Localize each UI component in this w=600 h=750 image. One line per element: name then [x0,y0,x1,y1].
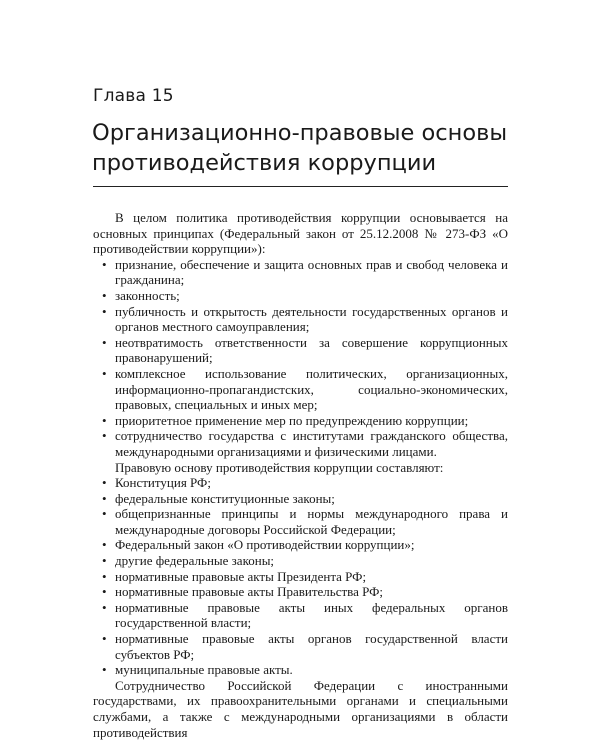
list-item: • приоритетное применение мер по предупреждению коррупции; [102,412,469,428]
list-item: • нормативные правовые акты Правительства РФ; [102,584,384,600]
bullet-icon: • [102,287,107,303]
bullet-icon: • [102,584,107,600]
list-item: • нормативные правовые акты иных федеральных органов государственной власти; [102,599,508,631]
legal-basis-list [93,475,508,678]
body-text [93,210,508,740]
bullet-icon: • [102,568,107,584]
bullet-icon: • [102,506,107,522]
bullet-icon: • [102,490,107,506]
bullet-icon: • [102,256,107,272]
list-item: • неотвратимость ответственности за совершение коррупционных правонарушений; [102,334,508,366]
bullet-icon: • [102,428,107,444]
list-item: • законность; [102,287,180,303]
bullet-icon: • [102,475,107,491]
principles-list [93,257,508,460]
list-item: • другие федеральные законы; [102,553,275,569]
list-item: • публичность и открытость деятельности государственных органов и органов местного самоуправления; [102,303,508,335]
bullet-icon: • [102,412,107,428]
list-item: • муниципальные правовые акты. [102,662,293,678]
list-item: • комплексное использование политических, организационных, информационно-пропагандистских, социально-экономических, правовых, специальных и иных мер; [102,365,508,413]
bullet-icon: • [102,334,107,350]
intro-paragraph: В целом политика противодействия коррупции основывается на основных принципах (Федеральный закон от 25.12.2008 № 273-ФЗ «О противодействии коррупции»): [93,210,508,257]
list-item: • нормативные правовые акты Президента РФ; [102,568,367,584]
list-item: • федеральные конституционные законы; [102,490,335,506]
chapter-title: Организационно-правовые основы противодействия коррупции [92,120,508,176]
closing-paragraph: Сотрудничество Российской Федерации с иностранными государствами, их правоохранительными органами и специальными службами, а также с международными организациями в области противодействия [93,677,508,740]
list-item: • сотрудничество государства с институтами гражданского общества, международными организациями и физическими лицами. [102,428,508,459]
title-divider [93,186,508,187]
bullet-icon: • [102,599,107,615]
chapter-label: Глава 15 [93,86,174,106]
list-item: • общепризнанные принципы и нормы международного права и международные договоры Российской Федерации; [102,506,508,537]
list-item: • нормативные правовые акты органов государственной власти субъектов РФ; [102,631,508,662]
list-item: • Конституция РФ; [102,475,211,491]
list-item: • Федеральный закон «О противодействии коррупции»; [102,537,415,553]
bullet-icon: • [102,662,107,678]
bullet-icon: • [102,553,107,569]
bullet-icon: • [102,631,107,647]
bullet-icon: • [102,365,107,381]
bullet-icon: • [102,537,107,553]
bullet-icon: • [102,303,107,319]
list-item: • признание, обеспечение и защита основных прав и свобод человека и гражданина; [102,256,508,288]
legal-basis-intro: Правовую основу противодействия коррупции составляют: [115,459,444,475]
